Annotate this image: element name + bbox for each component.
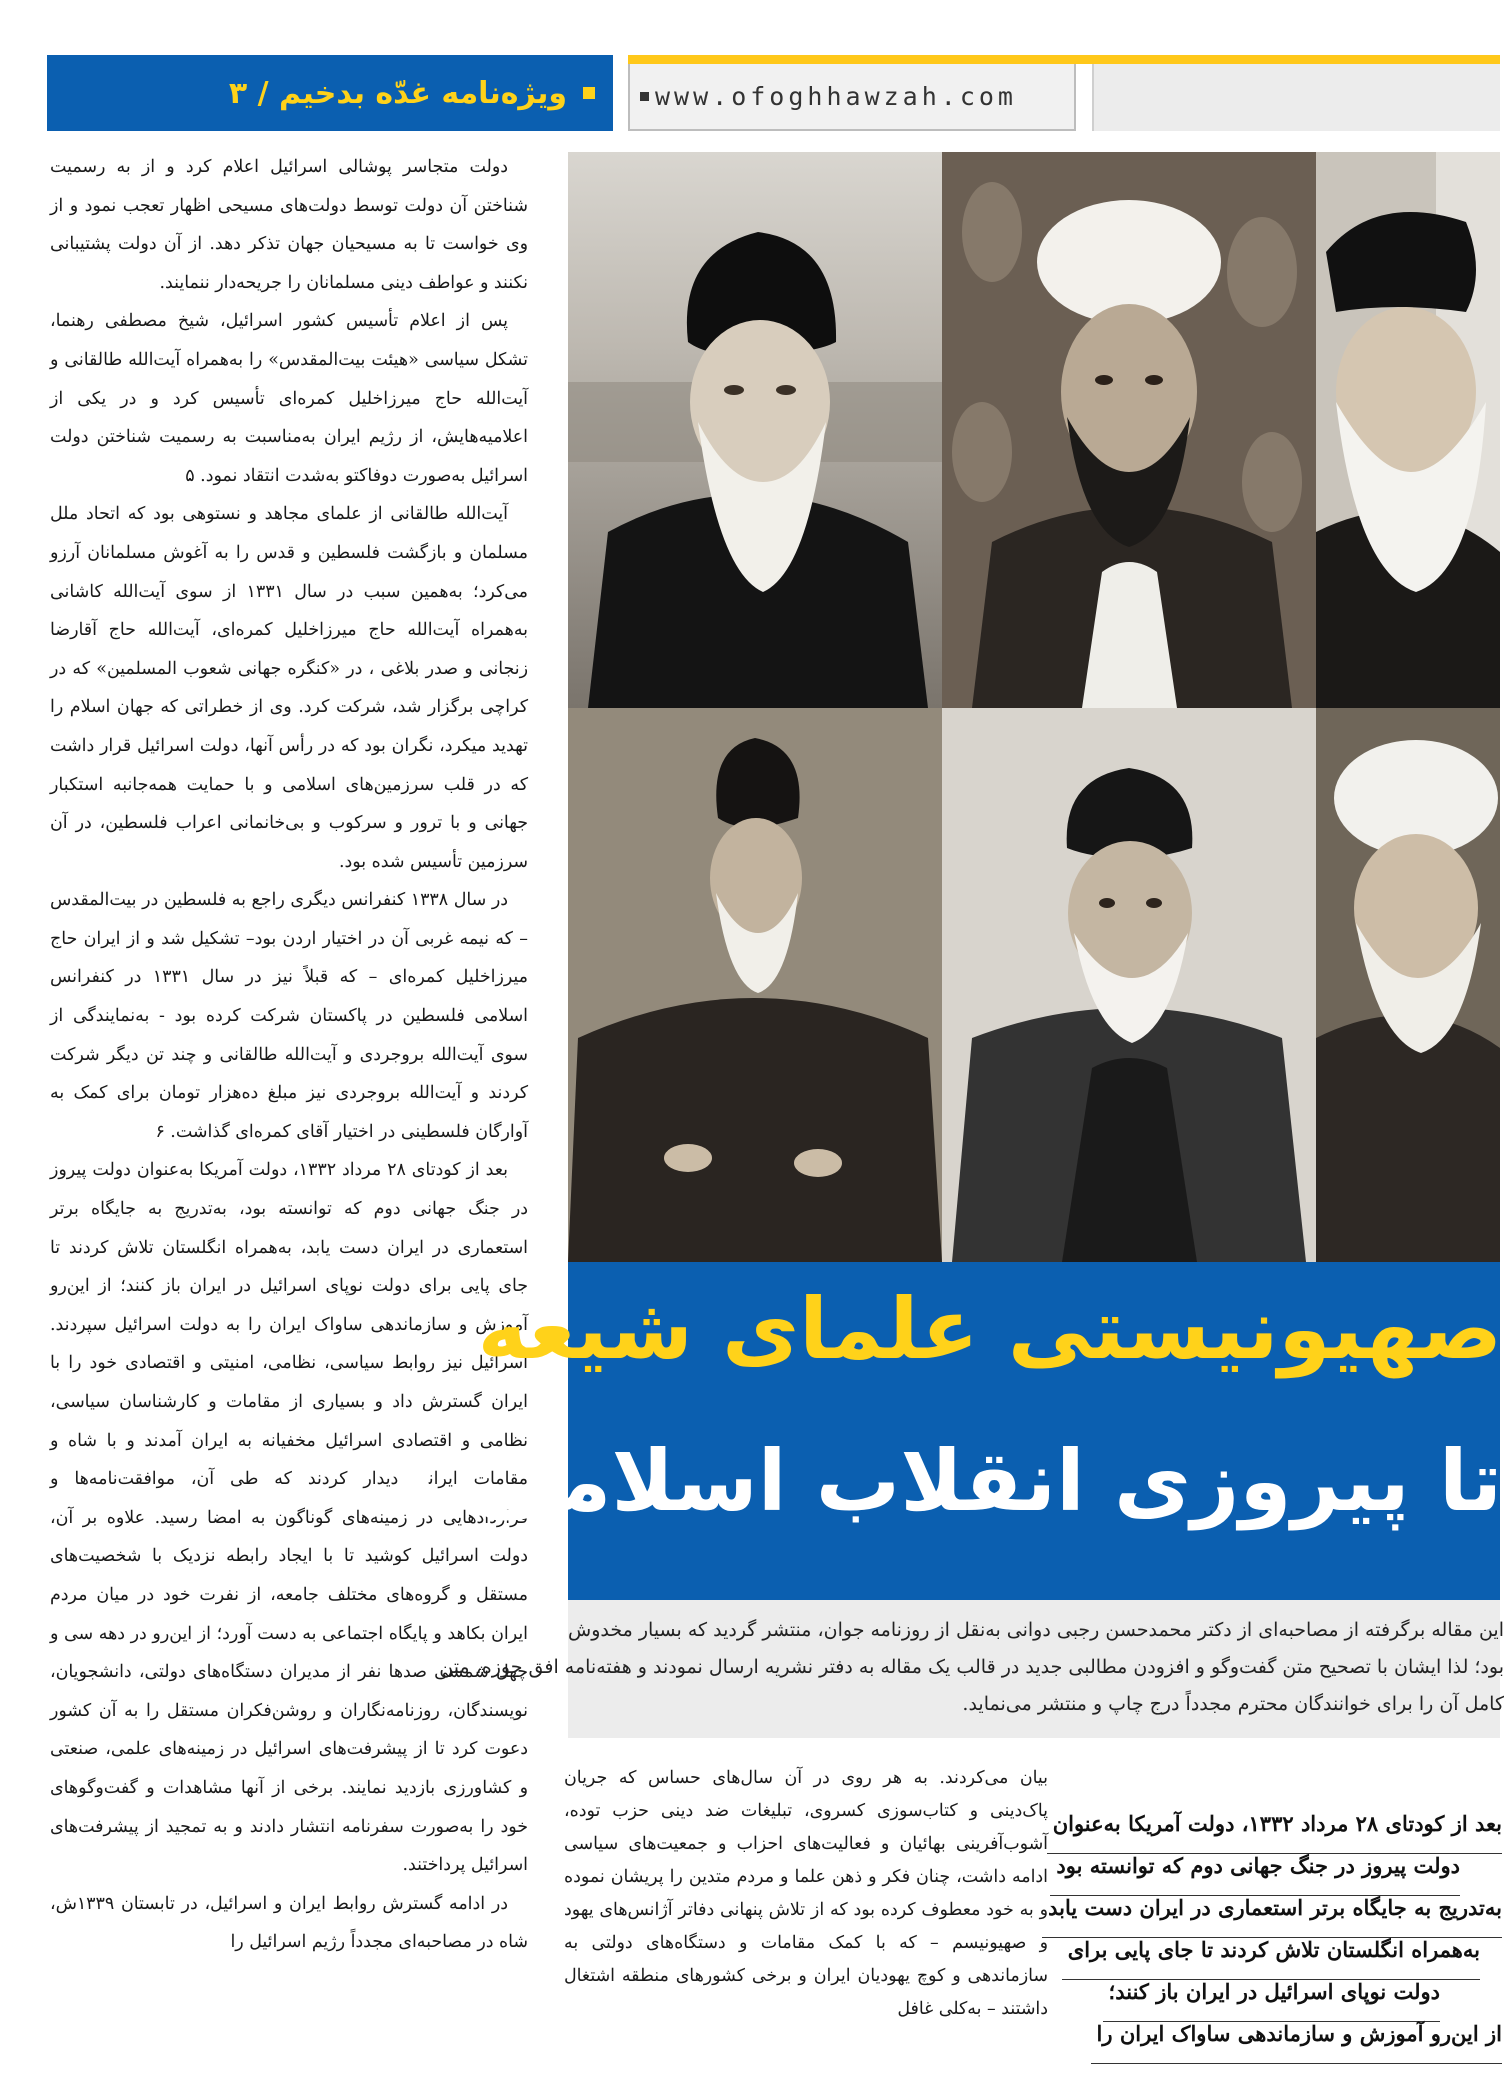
article-paragraph: پس از اعلام تأسیس کشور اسرائیل، شیخ مصطفی رهنما، تشکل سیاسی «هیئت بیت‌المقدس» را به‌همراه آیت‌الله طالقانی و آیت‌الله حاج میرزاخلیل کمره‌ای تأسیس کرد و در یکی از اعلامیه‌هایش، از رژیم ایران به‌مناسبت به رسمیت شناختن دولت اسرائیل به‌صورت دوفاکتو به‌شدت انتقاد نمود. ۵ (50, 311, 528, 486)
section-header-badge (47, 55, 613, 131)
square-bullet-icon (583, 87, 595, 99)
headline-line-1: صهیونیستی علمای شیعه (477, 1280, 1502, 1378)
left-article-column (50, 148, 528, 2074)
intro-text (439, 1612, 1504, 1723)
section-title: ویژه‌نامه غدّه بدخیم / ۳ (228, 75, 567, 111)
portrait-photo-3 (1316, 152, 1500, 708)
square-bullet-icon (640, 92, 649, 101)
article-paragraph: بیان می‌کردند. به هر روی در آن سال‌های حساس که جریان پاک‌دینی و کتاب‌سوزی کسروی، تبلیغات ضد دینی حزب توده، آشوب‌آفرینی بهائیان و فعالیت‌های احزاب و جمعیت‌های سیاسی ادامه داشت، چنان فکر و ذهن علما و مردم متدین را پریشان نموده و به خود معطوف کرده بود که از تلاش پنهانی دفاتر آژانس‌های یهود و صهیونیسم – که با کمک مقامات و دستگاه‌های دولتی به سازماندهی و کوچ یهودیان ایران و برخی کشورهای منطقه اشتغال داشتند – به‌کلی غافل (564, 1768, 1048, 2019)
website-box (628, 64, 1076, 131)
portrait-photo-5 (942, 708, 1316, 1262)
pull-quote-line: دولت نوپای اسرائیل در ایران باز کنند؛ (1103, 1968, 1440, 2022)
intro-line: بود؛ لذا ایشان با تصحیح متن گفت‌وگو و افزودن مطالبی جدید در قالب یک مقاله به دفتر نشریه ارسال نمودند و هفته‌نامه افق حوزه، متن (439, 1656, 1504, 1678)
portrait-photo-grid (568, 152, 1500, 1262)
header-accent-bar (628, 55, 1500, 64)
middle-article-column (564, 1762, 1048, 2074)
portrait-photo-6 (1316, 708, 1500, 1262)
headline-line-2: تا پیروزی انقلاب اسلامی ۱ (393, 1432, 1502, 1530)
portrait-photo-1 (568, 152, 942, 708)
pull-quote-line: به‌همراه انگلستان تلاش کردند تا جای پایی برای (1062, 1926, 1480, 1980)
article-paragraph: در ادامه گسترش روابط ایران و اسرائیل، در تابستان ۱۳۳۹ش، شاه در مصاحبه‌ای مجدداً رژیم اسرائیل را (50, 1893, 528, 1953)
website-url[interactable]: www.ofoghhawzah.com (655, 82, 1017, 111)
article-paragraph: دولت متجاسر پوشالی اسرائیل اعلام کرد و از به رسمیت شناختن آن دولت توسط دولت‌های مسیحی اظهار تعجب نمود و از وی خواست تا به مسیحیان جهان تذکر دهد. از آن دولت پشتیبانی نکنند و عواطف دینی مسلمانان را جریحه‌دار ننمایند. (50, 157, 528, 293)
header-gray-panel (1092, 64, 1500, 131)
article-paragraph: در سال ۱۳۳۸ کنفرانس دیگری راجع به فلسطین در بیت‌المقدس – که نیمه غربی آن در اختیار اردن بود– تشکیل شد و از ایران حاج میرزاخلیل کمره‌ای – که قبلاً نیز در سال ۱۳۳۱ در کنفرانس اسلامی فلسطین در پاکستان شرکت کرده بود - به‌نمایندگی از سوی آیت‌الله بروجردی و آیت‌الله طالقانی و چند تن دیگر شرکت کردند و آیت‌الله بروجردی نیز مبلغ ده‌هزار تومان برای کمک به آوارگان فلسطینی در اختیار آقای کمره‌ای گذاشت. ۶ (50, 890, 528, 1142)
pull-quote-line: دولت پیروز در جنگ جهانی دوم که توانسته بود (1050, 1842, 1460, 1896)
portrait-photo-2 (942, 152, 1316, 708)
pull-quote-line: از این‌رو آموزش و سازماندهی ساواک ایران را (1091, 2010, 1502, 2064)
article-paragraph: آیت‌الله طالقانی از علمای مجاهد و نستوهی بود که اتحاد ملل مسلمان و بازگشت فلسطین و قدس را به آغوش مسلمانان آرزو می‌کرد؛ به‌همین سبب در سال ۱۳۳۱ از سوی آیت‌الله کاشانی به‌همراه آیت‌الله حاج میرزاخلیل کمره‌ای، آیت‌الله حاج آقارضا زنجانی و صدر بلاغی ، در «کنگره جهانی شعوب المسلمین» که در کراچی برگزار شد، شرکت کرد. وی از خطراتی که جهان اسلام را تهدید میکرد، نگران بود که در رأس آنها، دولت اسرائیل قرار داشت که در قلب سرزمین‌های اسلامی و با حمایت همه‌جانبه استکبار جهانی و با ترور و سرکوب و بی‌خانمانی اعراب فلسطین، در آن سرزمین تأسیس شده بود. (50, 504, 529, 872)
pull-quote (1048, 1800, 1502, 2074)
intro-line: کامل آن را برای خوانندگان محترم مجدداً درج چاپ و منتشر می‌نماید. (962, 1693, 1504, 1715)
headline-band (393, 1262, 1502, 1600)
pull-quote-line: به‌تدریج به جایگاه برتر استعماری در ایران دست یابد (1042, 1884, 1502, 1938)
intro-line: این مقاله برگرفته از مصاحبه‌ای از دکتر محمدحسن رجبی دوانی به‌نقل از روزنامه جوان، منتشر گردید که بسیار مخدوش (568, 1619, 1504, 1641)
pull-quote-line: بعد از کودتای ۲۸ مرداد ۱۳۳۲، دولت آمریکا به‌عنوان (1047, 1800, 1502, 1854)
article-paragraph: بعد از کودتای ۲۸ مرداد ۱۳۳۲، دولت آمریکا به‌عنوان دولت پیروز در جنگ جهانی دوم که توانسته بود، به‌تدریج به جایگاه برتر استعماری در ایران دست یابد، به‌همراه انگلستان تلاش کردند تا جای پایی برای دولت نوپای اسرائیل در ایران باز کنند؛ از این‌رو آموزش و سازماندهی ساواک ایران را به دولت اسرائیل سپردند. اسرائیل نیز روابط سیاسی، نظامی، امنیتی و اقتصادی خود را با ایران گسترش داد و بسیاری از مقامات و کارشناسان سیاسی، نظامی و اقتصادی اسرائیل مخفیانه به ایران آمدند و با شاه و مقامات ایرانی دیدار کردند که طی آن، موافقت‌نامه‌ها و قراردادهایی در زمینه‌های گوناگون به امضا رسید. علاوه بر آن، دولت اسرائیل کوشید تا با ایجاد رابطه نزدیک با شخصیت‌های مستقل و گروه‌های مختلف جامعه، از نفرت خود در میان مردم ایران بکاهد و پایگاه اجتماعی به دست آورد؛ از این‌رو در دهه سی و چهل شمسی صدها نفر از مدیران دستگاه‌های دولتی، دانشجویان، نویسندگان، روزنامه‌نگاران و روشن‌فکران مستقل را به آن کشور دعوت کرد تا از پیشرفت‌های اسرائیل در زمینه‌های علمی، صنعتی و کشاورزی بازدید نمایند. برخی از آنها مشاهدات و گفت‌وگوهای خود را به‌صورت سفرنامه انتشار دادند و به تمجید از پیشرفت‌های اسرائیل پرداختند. (50, 1160, 528, 1876)
portrait-photo-4 (568, 708, 942, 1262)
intro-box (439, 1600, 1504, 1738)
